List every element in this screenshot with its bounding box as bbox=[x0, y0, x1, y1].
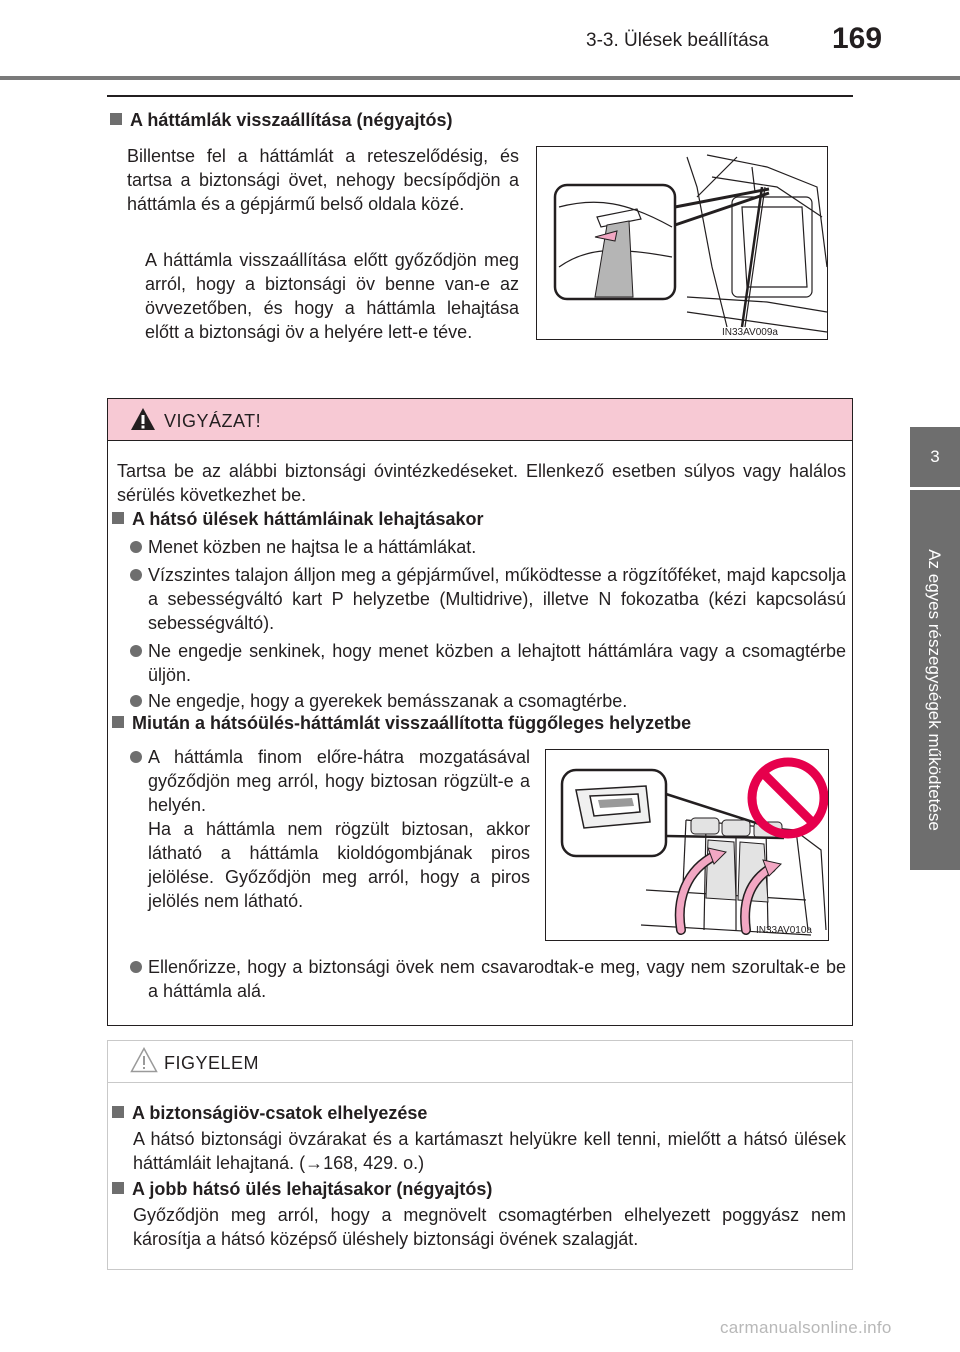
chapter-label: Az egyes részegységek működtetése bbox=[925, 549, 944, 831]
bullet-dot-icon bbox=[130, 569, 142, 581]
caution-box bbox=[107, 398, 853, 1026]
bullet-dot-icon bbox=[130, 961, 142, 973]
caution-bullet-text: Ellenőrizze, hogy a biztonsági övek nem csavarodtak-e meg, vagy nem szorultak-e be a háttámla alá. bbox=[148, 957, 846, 1001]
seat-lock-figure bbox=[545, 749, 829, 941]
seat-lock-illustration bbox=[546, 750, 829, 941]
caution-bullet-text: Ne engedje, hogy a gyerekek bemásszanak a csomagtérbe. bbox=[148, 691, 628, 711]
caution-title: VIGYÁZAT! bbox=[164, 411, 262, 431]
square-bullet-icon bbox=[112, 1106, 124, 1118]
bullet-dot-icon bbox=[130, 541, 142, 553]
bullet-dot-icon bbox=[130, 645, 142, 657]
note-paragraph: A háttámla visszaállítása előtt győződjön meg arról, hogy a biztonsági öv benne van-e az övvezetőben, és hogy a háttámla lehajtása előtt a biztonsági öv a helyére lett-e téve. bbox=[145, 250, 519, 342]
seatback-figure bbox=[536, 146, 828, 340]
chapter-label-wrap bbox=[899, 549, 960, 831]
notice-header bbox=[108, 1041, 852, 1083]
bullet-dot-icon bbox=[130, 751, 142, 763]
caution-heading-fold bbox=[112, 509, 483, 530]
caution-bullet-text: A háttámla finom előre-hátra mozgatásával győződjön meg arról, hogy biztosan rögzült-e a helyén. bbox=[148, 747, 530, 815]
caution-header bbox=[108, 399, 852, 441]
caution-bullet bbox=[130, 745, 530, 913]
caution-heading-upright bbox=[112, 713, 691, 734]
figure-code: IN33AV010a bbox=[756, 925, 812, 936]
section-title: 3-3. Ülések beállítása bbox=[586, 30, 769, 51]
notice-heading-buckles-text: A biztonságiöv-csatok elhelyezése bbox=[132, 1103, 428, 1123]
notice-title: FIGYELEM bbox=[164, 1053, 260, 1073]
instruction-paragraph: Billentse fel a háttámlát a reteszelődésig, és tartsa a biztonsági övet, nehogy becsípődjön a háttámla és a gépjármű belső oldala közé. bbox=[127, 146, 519, 214]
warning-triangle-icon bbox=[130, 407, 156, 431]
notice-triangle-icon bbox=[130, 1047, 158, 1073]
prohibition-icon bbox=[752, 762, 824, 834]
square-bullet-icon bbox=[112, 512, 124, 524]
notice-paragraph: A hátsó biztonsági övzárakat és a kartámaszt helyükre kell tenni, mielőtt a hátsó ülések háttámláit lehajtaná. (→168, 429. o.) bbox=[133, 1129, 846, 1173]
square-bullet-icon bbox=[110, 113, 122, 125]
caution-bullet bbox=[130, 689, 846, 713]
notice-heading-buckles bbox=[112, 1103, 427, 1124]
caution-bullet-text: Vízszintes talajon álljon meg a gépjárművel, működtesse a rögzítőféket, majd kapcsolja a sebességváltó kart P helyzetbe (Multidrive), illetve N fokozatba (kézi kapcsolású sebességváltó). bbox=[148, 565, 846, 633]
notice-paragraph: Győződjön meg arról, hogy a megnövelt csomagtérben elhelyezett poggyász nem károsítja a hátsó középső üléshely biztonsági övének szalagját. bbox=[133, 1205, 846, 1249]
bullet-dot-icon bbox=[130, 695, 142, 707]
caution-bullet bbox=[130, 563, 846, 635]
caution-heading-fold-text: A hátsó ülések háttámláinak lehajtásakor bbox=[132, 509, 484, 529]
notice-box bbox=[107, 1040, 853, 1270]
section-heading bbox=[110, 110, 452, 131]
chapter-tab bbox=[910, 427, 960, 487]
caution-bullet-subtext: Ha a háttámla nem rögzült biztosan, akkor látható a háttámla kioldógombjának piros jelölése. Győződjön meg arról, hogy a piros jelölés nem látható. bbox=[148, 819, 530, 911]
square-bullet-icon bbox=[112, 1182, 124, 1194]
caution-bullet bbox=[130, 639, 846, 687]
page-number: 169 bbox=[832, 22, 883, 55]
notice-heading-rightseat bbox=[112, 1179, 492, 1200]
caution-bullet-text: Menet közben ne hajtsa le a háttámlákat. bbox=[148, 537, 477, 557]
chapter-number: 3 bbox=[930, 447, 940, 466]
content-divider bbox=[107, 95, 853, 97]
caution-heading-upright-text: Miután a hátsóülés-háttámlát visszaállította függőleges helyzetbe bbox=[132, 713, 692, 733]
seatback-illustration bbox=[537, 147, 828, 340]
caution-bullet bbox=[130, 535, 846, 559]
caution-bullet-text: Ne engedje senkinek, hogy menet közben a lehajtott háttámlára vagy a csomagtérbe üljön. bbox=[148, 641, 846, 685]
notice-heading-rightseat-text: A jobb hátsó ülés lehajtásakor (négyajtós) bbox=[132, 1179, 493, 1199]
section-heading-text: A háttámlák visszaállítása (négyajtós) bbox=[130, 110, 453, 130]
figure-code: IN33AV009a bbox=[722, 327, 778, 338]
caution-bullet bbox=[130, 955, 846, 1003]
caution-intro: Tartsa be az alábbi biztonsági óvintézkedéseket. Ellenkező esetben súlyos vagy halálos sérülés következhet be. bbox=[117, 461, 846, 505]
square-bullet-icon bbox=[112, 716, 124, 728]
header-rule bbox=[0, 76, 960, 80]
watermark: carmanualsonline.info bbox=[720, 1318, 892, 1337]
